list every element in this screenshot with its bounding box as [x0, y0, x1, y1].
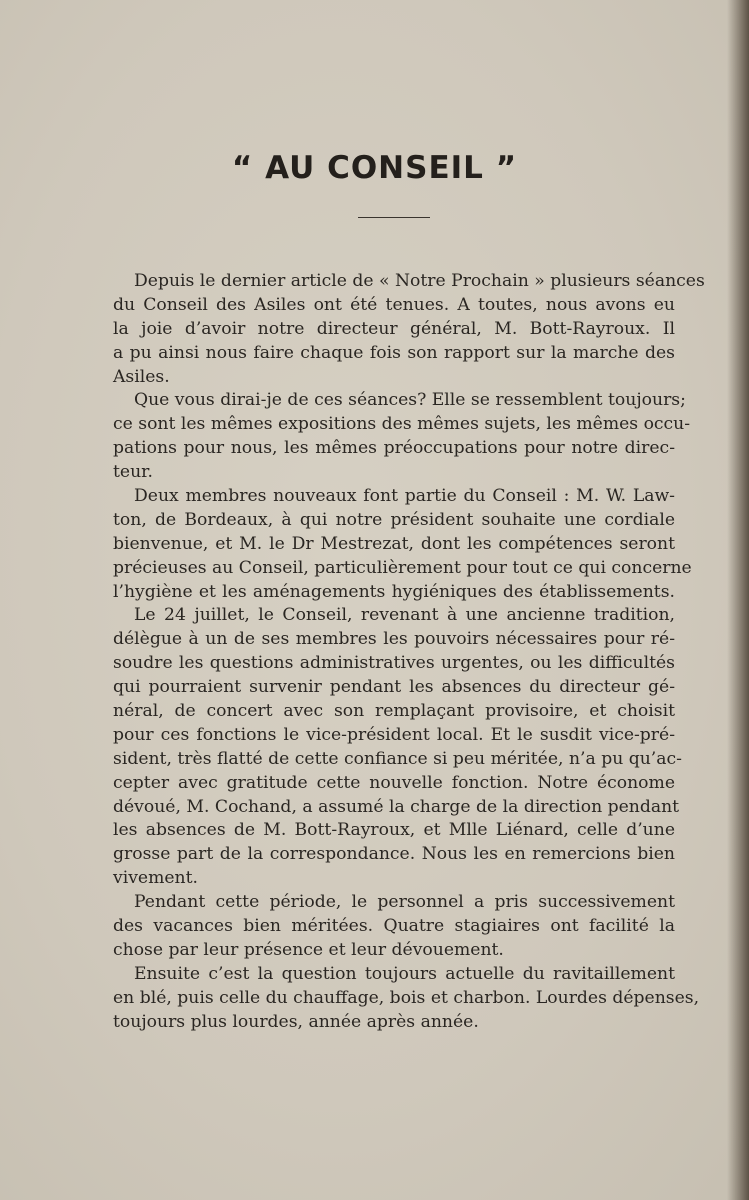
text-line: Depuis le dernier article de « Notre Prochain » plusieurs séances	[134, 271, 705, 291]
text-line: précieuses au Conseil, particulièrement pour tout ce qui concerne	[113, 557, 692, 578]
text-line: cepter avec gratitude cette nouvelle fonction. Notre économe	[113, 772, 675, 793]
text-line: soudre les questions administratives urgentes, ou les difficultés	[113, 653, 675, 674]
text-line: ton, de Bordeaux, à qui notre président souhaite une cordiale	[113, 509, 675, 530]
page-edge-shadow	[727, 0, 749, 1200]
text-line: qui pourraient survenir pendant les absences du directeur gé-	[113, 677, 675, 698]
text-line: Deux membres nouveaux font partie du Conseil : M. W. Law-	[134, 486, 675, 507]
text-line: Asiles.	[113, 366, 170, 387]
title-divider	[358, 217, 430, 218]
text-line: dévoué, M. Cochand, a assumé la charge de la direction pendant	[113, 796, 680, 817]
text-line: Ensuite c’est la question toujours actuelle du ravitaillement	[134, 963, 675, 984]
article-body	[113, 270, 705, 1035]
text-line: grosse part de la correspondance. Nous les en remercions bien	[113, 844, 675, 865]
text-line: bienvenue, et M. le Dr Mestrezat, dont les compétences seront	[113, 533, 675, 554]
text-line: teur.	[113, 462, 153, 483]
text-line: Pendant cette période, le personnel a pris successivement	[134, 892, 675, 913]
text-line: Que vous dirai-je de ces séances? Elle se ressemblent toujours;	[134, 390, 686, 411]
text-line: l’hygiène et les aménagements hygiéniques des établissements.	[113, 581, 675, 602]
article-title: “ AU CONSEIL ”	[231, 150, 518, 186]
text-line: Le 24 juillet, le Conseil, revenant à une ancienne tradition,	[134, 605, 675, 626]
text-line: en blé, puis celle du chauffage, bois et charbon. Lourdes dépenses,	[113, 987, 700, 1008]
text-line: toujours plus lourdes, année après année.	[113, 1011, 479, 1032]
text-line: sident, très flatté de cette confiance si peu méritée, n’a pu qu’ac-	[113, 748, 682, 769]
text-line: pour ces fonctions le vice-président local. Et le susdit vice-pré-	[113, 724, 675, 745]
text-line: délègue à un de ses membres les pouvoirs nécessaires pour ré-	[113, 629, 675, 650]
text-line: du Conseil des Asiles ont été tenues. A toutes, nous avons eu	[113, 294, 675, 315]
text-line: vivement.	[113, 868, 198, 889]
text-line: chose par leur présence et leur dévouement.	[113, 939, 504, 960]
text-line: pations pour nous, les mêmes préoccupations pour notre direc-	[113, 438, 675, 459]
text-line: ce sont les mêmes expositions des mêmes sujets, les mêmes occu-	[113, 414, 691, 435]
text-line: des vacances bien méritées. Quatre stagiaires ont facilité la	[113, 916, 675, 937]
text-line: néral, de concert avec son remplaçant provisoire, et choisit	[113, 701, 675, 722]
text-line: a pu ainsi nous faire chaque fois son rapport sur la marche des	[113, 342, 675, 363]
text-line: les absences de M. Bott-Rayroux, et Mlle Liénard, celle d’une	[113, 820, 675, 841]
text-line: la joie d’avoir notre directeur général, M. Bott-Rayroux. Il	[113, 318, 675, 339]
